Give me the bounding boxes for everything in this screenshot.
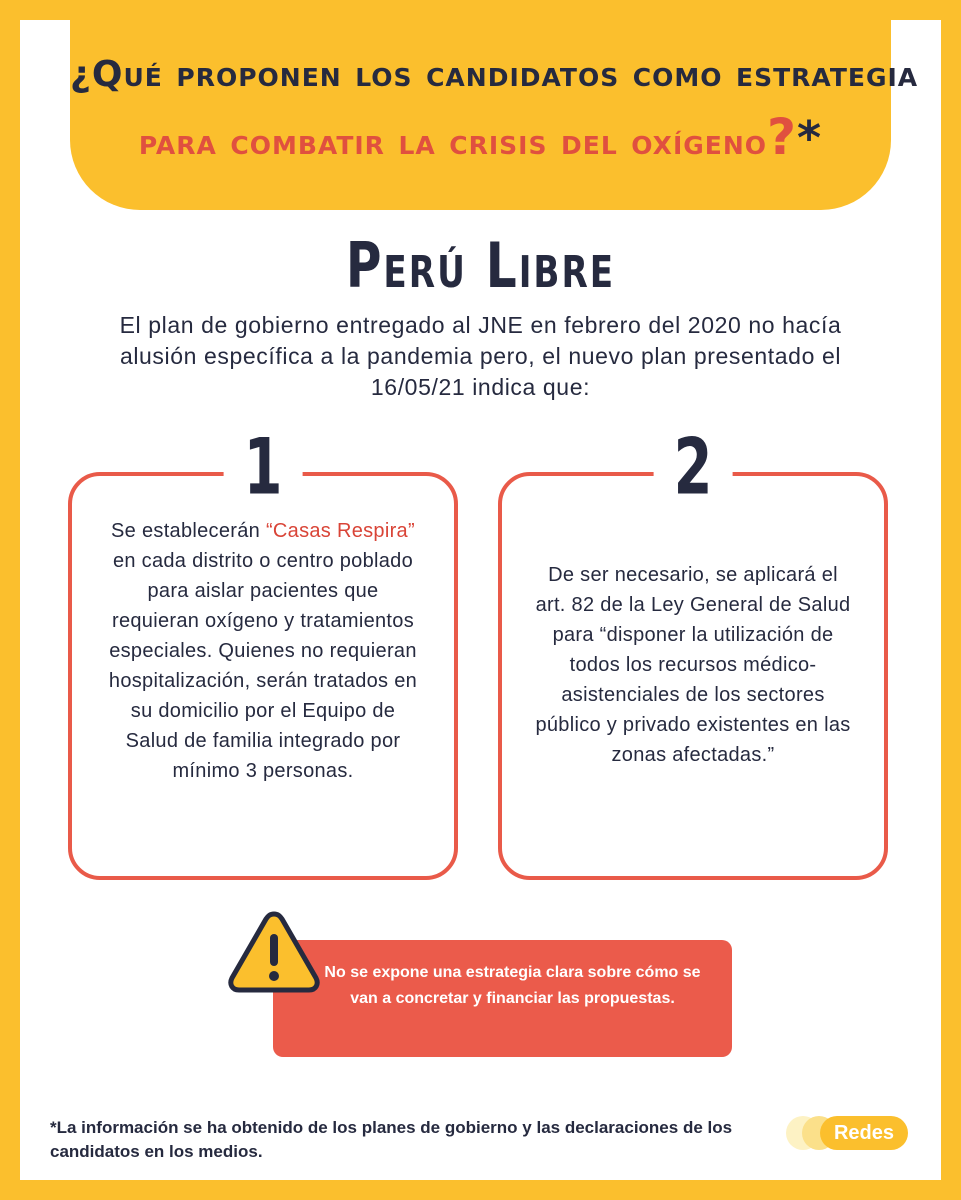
proposal-number-1: 1 bbox=[224, 413, 303, 521]
header-title-line1: ¿Qué proponen los candidatos como estrategia bbox=[70, 54, 919, 95]
party-name: Perú Libre bbox=[345, 229, 616, 302]
redes-logo bbox=[784, 1114, 912, 1154]
header-question-mark: ? bbox=[767, 108, 798, 166]
proposal-text-1-after: en cada distrito o centro poblado para aislar pacientes que requieran oxígeno y tratamientos especiales. Quienes no requieran hospitalización, serán tratados en su domicilio por el Equipo de Salud de familia integrado por mínimo 3 personas. bbox=[108, 550, 418, 782]
proposal-card-2 bbox=[498, 420, 888, 880]
proposal-text-1-before: Se establecerán bbox=[111, 520, 266, 542]
intro-paragraph: El plan de gobierno entregado al JNE en febrero del 2020 no hacía alusión específica a la pandemia pero, el nuevo plan presentado el 16/05/21 indica que: bbox=[119, 312, 842, 400]
warning-icon bbox=[226, 908, 322, 994]
proposal-card-1 bbox=[68, 420, 458, 880]
warning-text: No se expone una estrategia clara sobre cómo se van a concretar y financiar las propuestas. bbox=[324, 964, 701, 1007]
infographic-page bbox=[20, 20, 941, 1180]
header-asterisk: * bbox=[797, 111, 823, 165]
proposal-number-2: 2 bbox=[654, 413, 733, 521]
header-title-line2 bbox=[70, 108, 891, 166]
proposal-highlight: “Casas Respira” bbox=[265, 520, 415, 542]
logo-label: Redes bbox=[820, 1116, 908, 1150]
header-title-line2-text: para combatir la crisis del oxígeno bbox=[138, 122, 768, 163]
header-banner bbox=[70, 0, 919, 210]
warning-box bbox=[273, 940, 732, 1057]
footnote: *La información se ha obtenido de los planes de gobierno y las declaraciones de los candidatos en los medios. bbox=[50, 1118, 733, 1161]
proposal-text-1 bbox=[102, 516, 424, 786]
proposal-text-2: De ser necesario, se aplicará el art. 82 de la Ley General de Salud para “disponer la utilización de todos los recursos médico-asistenciales de los sectores público y privado existentes en las zonas afectadas.” bbox=[535, 564, 851, 766]
